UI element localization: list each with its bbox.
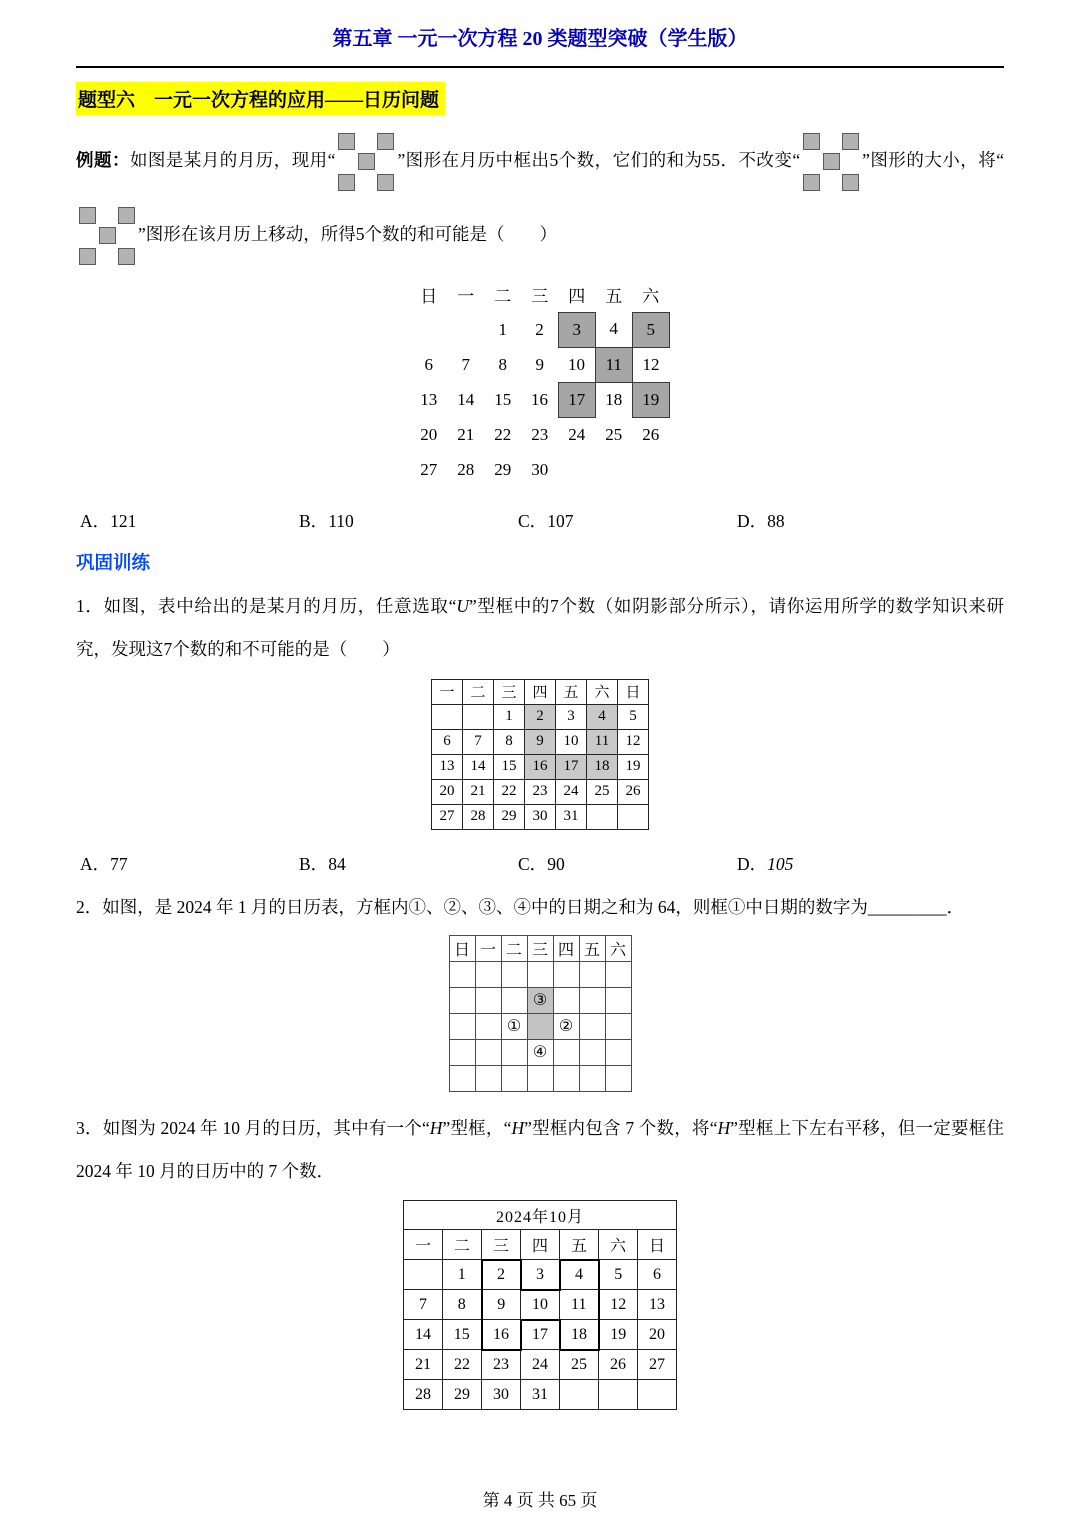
- weekday-header-cell: 四: [553, 935, 579, 961]
- option-label: B．: [299, 511, 329, 531]
- calendar-cell: 9: [525, 729, 556, 754]
- question-1: [76, 585, 1004, 671]
- example-options: [76, 508, 1004, 533]
- example-text-1: 如图是某月的月历，现用“: [129, 150, 336, 171]
- gray-square-icon: [79, 248, 96, 265]
- calendar-cell: [449, 987, 475, 1013]
- calendar-cell: 4: [587, 704, 618, 729]
- option-d: [737, 508, 956, 533]
- calendar-cell: [410, 312, 447, 347]
- calendar-cell: [579, 1039, 605, 1065]
- calendar-cell: [449, 1013, 475, 1039]
- gray-square-icon: [358, 153, 375, 170]
- calendar-cell: [638, 1380, 677, 1410]
- calendar-cell: 24: [556, 779, 587, 804]
- calendar-cell: 24: [521, 1350, 560, 1380]
- header-divider: [76, 66, 1004, 68]
- calendar-cell: 12: [642, 354, 660, 374]
- calendar-cell: [553, 987, 579, 1013]
- gray-square-icon: [842, 174, 859, 191]
- calendar-cell: [618, 804, 649, 829]
- calendar-cell: 10: [521, 1290, 560, 1320]
- q2-calendar-wrap: [76, 929, 1004, 1097]
- option-label: B．: [299, 853, 329, 874]
- option-label: C．: [518, 511, 548, 531]
- calendar-cell: ①: [501, 1013, 527, 1039]
- q3-text-3: ”型框内包含 7 个数，将“: [524, 1117, 718, 1138]
- calendar-cell: [463, 704, 494, 729]
- calendar-cell: 5: [632, 312, 669, 347]
- q3-text-1: 3．如图为 2024 年 10 月的日历，其中有一个“: [76, 1117, 430, 1138]
- option-value: 105: [767, 853, 794, 874]
- calendar-cell: 25: [560, 1350, 599, 1380]
- gray-square-icon: [377, 174, 394, 191]
- x-frame-icon: [79, 207, 135, 265]
- weekday-header-cell: 日: [638, 1230, 677, 1260]
- calendar-month-title: 2024年10月: [404, 1201, 677, 1230]
- h-letter: H: [511, 1117, 525, 1138]
- calendar-cell: 29: [494, 459, 512, 479]
- question-3: [76, 1107, 1004, 1193]
- calendar-cell: 17: [558, 382, 595, 417]
- calendar-cell: [558, 452, 595, 487]
- calendar-cell: 20: [638, 1320, 677, 1350]
- calendar-cell: [595, 452, 632, 487]
- gray-square-icon: [823, 153, 840, 170]
- calendar-cell: [553, 1065, 579, 1091]
- q3-text-4: ”型框上下左右平移，但一定要框住 2024 年 10 月的日历中的 7 个数．: [76, 1117, 1004, 1181]
- calendar-cell: 14: [457, 389, 475, 409]
- document-title: 第五章 一元一次方程 20 类题型突破（学生版）: [332, 28, 748, 50]
- example-calendar: [410, 277, 670, 487]
- weekday-header-cell: 六: [587, 679, 618, 704]
- option-label: D．: [737, 853, 768, 874]
- calendar-cell: 13: [638, 1290, 677, 1320]
- weekday-header-cell: 一: [457, 287, 475, 306]
- calendar-cell: [599, 1380, 638, 1410]
- gray-square-icon: [338, 174, 355, 191]
- calendar-cell: [587, 804, 618, 829]
- calendar-cell: [475, 961, 501, 987]
- calendar-cell: 28: [404, 1380, 443, 1410]
- weekday-header-cell: 二: [443, 1230, 482, 1260]
- weekday-header-cell: 三: [531, 287, 549, 306]
- option-value: 77: [110, 853, 128, 874]
- example-text-2: ”图形在月历中框出5个数，它们的和为55．不改变“: [397, 150, 801, 171]
- calendar-cell: [579, 961, 605, 987]
- calendar-cell: 15: [443, 1320, 482, 1350]
- example-label: 例题：: [76, 150, 130, 171]
- calendar-cell: 19: [599, 1320, 638, 1350]
- calendar-cell: 5: [618, 704, 649, 729]
- q1-calendar: [431, 679, 649, 830]
- calendar-cell: 20: [432, 779, 463, 804]
- calendar-cell: 13: [432, 754, 463, 779]
- calendar-cell: 19: [618, 754, 649, 779]
- example-text-4: ”图形在该月历上移动，所得5个数的和可能是（ ）: [138, 224, 558, 245]
- calendar-cell: 28: [463, 804, 494, 829]
- calendar-cell: 22: [443, 1350, 482, 1380]
- calendar-cell: 26: [599, 1350, 638, 1380]
- calendar-cell: 4: [609, 319, 618, 339]
- calendar-cell: 21: [457, 424, 475, 444]
- calendar-cell: 17: [556, 754, 587, 779]
- calendar-cell: [560, 1380, 599, 1410]
- q2-calendar: [449, 935, 632, 1092]
- calendar-cell: 1: [443, 1260, 482, 1290]
- weekday-header-cell: 二: [494, 287, 512, 306]
- weekday-header-cell: 六: [599, 1230, 638, 1260]
- calendar-cell: 12: [599, 1290, 638, 1320]
- calendar-cell: [449, 1039, 475, 1065]
- calendar-cell: 24: [568, 424, 586, 444]
- x-frame-icon: [338, 133, 394, 191]
- calendar-cell: 11: [587, 729, 618, 754]
- calendar-table: [403, 1200, 677, 1410]
- calendar-cell: [605, 1039, 631, 1065]
- weekday-header-cell: 二: [501, 935, 527, 961]
- q1-text-2: ”型框中的7个数（如阴影部分所示），请你运用所学的数学知识来研究，发现这7个数的和不可能的是（ ）: [76, 596, 1004, 659]
- weekday-header-cell: 日: [449, 935, 475, 961]
- weekday-header-cell: 日: [420, 287, 438, 306]
- calendar-cell: 20: [420, 424, 438, 444]
- calendar-cell: 25: [605, 424, 623, 444]
- calendar-cell: 1: [494, 704, 525, 729]
- question-2: 2．如图，是 2024 年 1 月的日历表，方框内①、②、③、④中的日期之和为 64，则框①中日期的数字为_________．: [76, 896, 965, 917]
- calendar-cell: 13: [420, 389, 438, 409]
- calendar-cell: 27: [420, 459, 438, 479]
- calendar-cell: [501, 1039, 527, 1065]
- example-calendar-wrap: [76, 273, 1004, 492]
- weekday-header-cell: 五: [605, 287, 623, 306]
- calendar-cell: 3: [521, 1260, 560, 1290]
- weekday-header-cell: 日: [618, 679, 649, 704]
- q1-text-1: 1．如图，表中给出的是某月的月历，任意选取“: [76, 596, 457, 616]
- calendar-cell: [432, 704, 463, 729]
- option-b: [299, 851, 518, 876]
- calendar-cell: 31: [556, 804, 587, 829]
- weekday-header-cell: 一: [475, 935, 501, 961]
- calendar-cell: 30: [531, 459, 549, 479]
- calendar-cell: 7: [463, 729, 494, 754]
- x-frame-icon: [803, 133, 859, 191]
- section-title-row: [76, 82, 1004, 115]
- gray-square-icon: [79, 207, 96, 224]
- weekday-header-cell: 一: [432, 679, 463, 704]
- weekday-header-cell: 五: [579, 935, 605, 961]
- calendar-cell: 8: [443, 1290, 482, 1320]
- q1-options: [76, 851, 1004, 876]
- training-heading: 巩固训练: [76, 554, 151, 574]
- weekday-header-cell: 五: [560, 1230, 599, 1260]
- option-c: [518, 508, 737, 533]
- weekday-header-cell: 六: [605, 935, 631, 961]
- calendar-cell: 1: [498, 319, 507, 339]
- calendar-cell: 8: [498, 354, 507, 374]
- calendar-cell: [404, 1260, 443, 1290]
- calendar-cell: [475, 1065, 501, 1091]
- weekday-header-cell: 五: [556, 679, 587, 704]
- example-paragraph: [76, 125, 1004, 273]
- h-letter: H: [429, 1117, 443, 1138]
- calendar-cell: [527, 1065, 553, 1091]
- calendar-cell: 9: [482, 1290, 521, 1320]
- calendar-table: [431, 679, 649, 830]
- weekday-header-cell: 一: [404, 1230, 443, 1260]
- calendar-cell: 23: [482, 1350, 521, 1380]
- page-footer: 第 4 页 共 65 页: [482, 1491, 598, 1510]
- option-b: [299, 508, 518, 533]
- calendar-cell: ③: [527, 987, 553, 1013]
- calendar-cell: 26: [642, 424, 660, 444]
- option-d: [737, 851, 956, 876]
- calendar-cell: 3: [556, 704, 587, 729]
- calendar-cell: 10: [556, 729, 587, 754]
- gray-square-icon: [118, 207, 135, 224]
- calendar-cell: [579, 987, 605, 1013]
- weekday-header-cell: 二: [463, 679, 494, 704]
- q3-calendar: [403, 1200, 677, 1410]
- weekday-header-cell: 四: [568, 286, 586, 306]
- weekday-header-cell: 三: [494, 679, 525, 704]
- calendar-cell: 14: [463, 754, 494, 779]
- calendar-cell: [501, 1065, 527, 1091]
- calendar-cell: 31: [521, 1380, 560, 1410]
- calendar-cell: 21: [404, 1350, 443, 1380]
- calendar-cell: 22: [494, 424, 512, 444]
- gray-square-icon: [842, 133, 859, 150]
- option-value: 88: [767, 511, 785, 531]
- calendar-cell: 16: [525, 754, 556, 779]
- calendar-cell: 16: [482, 1320, 521, 1350]
- option-label: A．: [80, 853, 111, 874]
- calendar-table: [449, 935, 632, 1092]
- calendar-cell: [475, 1013, 501, 1039]
- calendar-cell: 7: [461, 354, 470, 374]
- calendar-cell: 15: [494, 754, 525, 779]
- calendar-cell: 27: [638, 1350, 677, 1380]
- calendar-cell: 3: [558, 312, 595, 347]
- calendar-cell: 10: [568, 354, 585, 374]
- gray-square-icon: [803, 133, 820, 150]
- calendar-cell: 9: [535, 354, 544, 374]
- calendar-cell: 2: [535, 319, 544, 339]
- calendar-cell: 26: [618, 779, 649, 804]
- weekday-header-cell: 三: [527, 935, 553, 961]
- calendar-cell: [579, 1065, 605, 1091]
- calendar-cell: [605, 987, 631, 1013]
- calendar-cell: 2: [482, 1260, 521, 1290]
- calendar-cell: [447, 312, 484, 347]
- h-letter: H: [717, 1117, 731, 1138]
- calendar-cell: 28: [457, 459, 475, 479]
- calendar-cell: 18: [587, 754, 618, 779]
- calendar-cell: 30: [482, 1380, 521, 1410]
- weekday-header-cell: 四: [521, 1230, 560, 1260]
- option-label: A．: [80, 511, 111, 531]
- option-value: 110: [328, 511, 354, 531]
- calendar-cell: 11: [560, 1290, 599, 1320]
- calendar-cell: 23: [525, 779, 556, 804]
- calendar-cell: [605, 1013, 631, 1039]
- calendar-cell: [501, 987, 527, 1013]
- q1-calendar-wrap: [76, 671, 1004, 835]
- calendar-cell: 21: [463, 779, 494, 804]
- calendar-cell: 22: [494, 779, 525, 804]
- option-label: D．: [737, 511, 768, 531]
- calendar-cell: [579, 1013, 605, 1039]
- calendar-cell: 2: [525, 704, 556, 729]
- calendar-cell: [475, 987, 501, 1013]
- option-label: C．: [518, 853, 548, 874]
- calendar-cell: 11: [595, 347, 632, 382]
- calendar-cell: 12: [618, 729, 649, 754]
- option-value: 121: [110, 511, 137, 531]
- calendar-cell: 25: [587, 779, 618, 804]
- calendar-cell: 23: [531, 424, 549, 444]
- weekday-header-cell: 六: [642, 286, 660, 306]
- calendar-cell: 4: [560, 1260, 599, 1290]
- calendar-cell: 16: [531, 389, 548, 409]
- calendar-cell: 15: [494, 389, 512, 409]
- gray-square-icon: [377, 133, 394, 150]
- calendar-cell: [501, 961, 527, 987]
- section-heading: 题型六 一元一次方程的应用——日历问题: [76, 82, 445, 115]
- calendar-cell: [449, 1065, 475, 1091]
- calendar-cell: [527, 961, 553, 987]
- calendar-cell: 18: [605, 389, 623, 409]
- calendar-cell: 29: [443, 1380, 482, 1410]
- calendar-cell: 5: [599, 1260, 638, 1290]
- gray-square-icon: [118, 248, 135, 265]
- calendar-cell: 7: [404, 1290, 443, 1320]
- gray-square-icon: [803, 174, 820, 191]
- calendar-cell: 30: [525, 804, 556, 829]
- calendar-cell: [475, 1039, 501, 1065]
- option-value: 90: [547, 853, 565, 874]
- gray-square-icon: [99, 227, 116, 244]
- option-a: [80, 508, 299, 533]
- calendar-cell: 6: [424, 354, 433, 374]
- calendar-table: [410, 277, 670, 487]
- calendar-cell: [553, 1039, 579, 1065]
- u-letter: U: [456, 596, 469, 616]
- q3-text-2: ”型框，“: [442, 1117, 512, 1138]
- calendar-cell: 6: [638, 1260, 677, 1290]
- option-value: 84: [328, 853, 346, 874]
- calendar-cell: 27: [432, 804, 463, 829]
- gray-square-icon: [338, 133, 355, 150]
- calendar-cell: ④: [527, 1039, 553, 1065]
- weekday-header-cell: 三: [482, 1230, 521, 1260]
- calendar-cell: [553, 961, 579, 987]
- q3-calendar-wrap: [76, 1192, 1004, 1415]
- example-text-3: ”图形的大小，将“: [862, 150, 1004, 171]
- calendar-cell: 19: [632, 382, 669, 417]
- calendar-cell: [605, 1065, 631, 1091]
- calendar-cell: 8: [494, 729, 525, 754]
- calendar-cell: 6: [432, 729, 463, 754]
- calendar-cell: [527, 1013, 553, 1039]
- calendar-cell: 29: [494, 804, 525, 829]
- calendar-cell: 14: [404, 1320, 443, 1350]
- calendar-cell: [632, 452, 669, 487]
- calendar-cell: 17: [521, 1320, 560, 1350]
- calendar-cell: [605, 961, 631, 987]
- option-a: [80, 851, 299, 876]
- weekday-header-cell: 四: [525, 679, 556, 704]
- option-c: [518, 851, 737, 876]
- calendar-cell: [449, 961, 475, 987]
- calendar-cell: ②: [553, 1013, 579, 1039]
- option-value: 107: [547, 511, 574, 531]
- calendar-cell: 18: [560, 1320, 599, 1350]
